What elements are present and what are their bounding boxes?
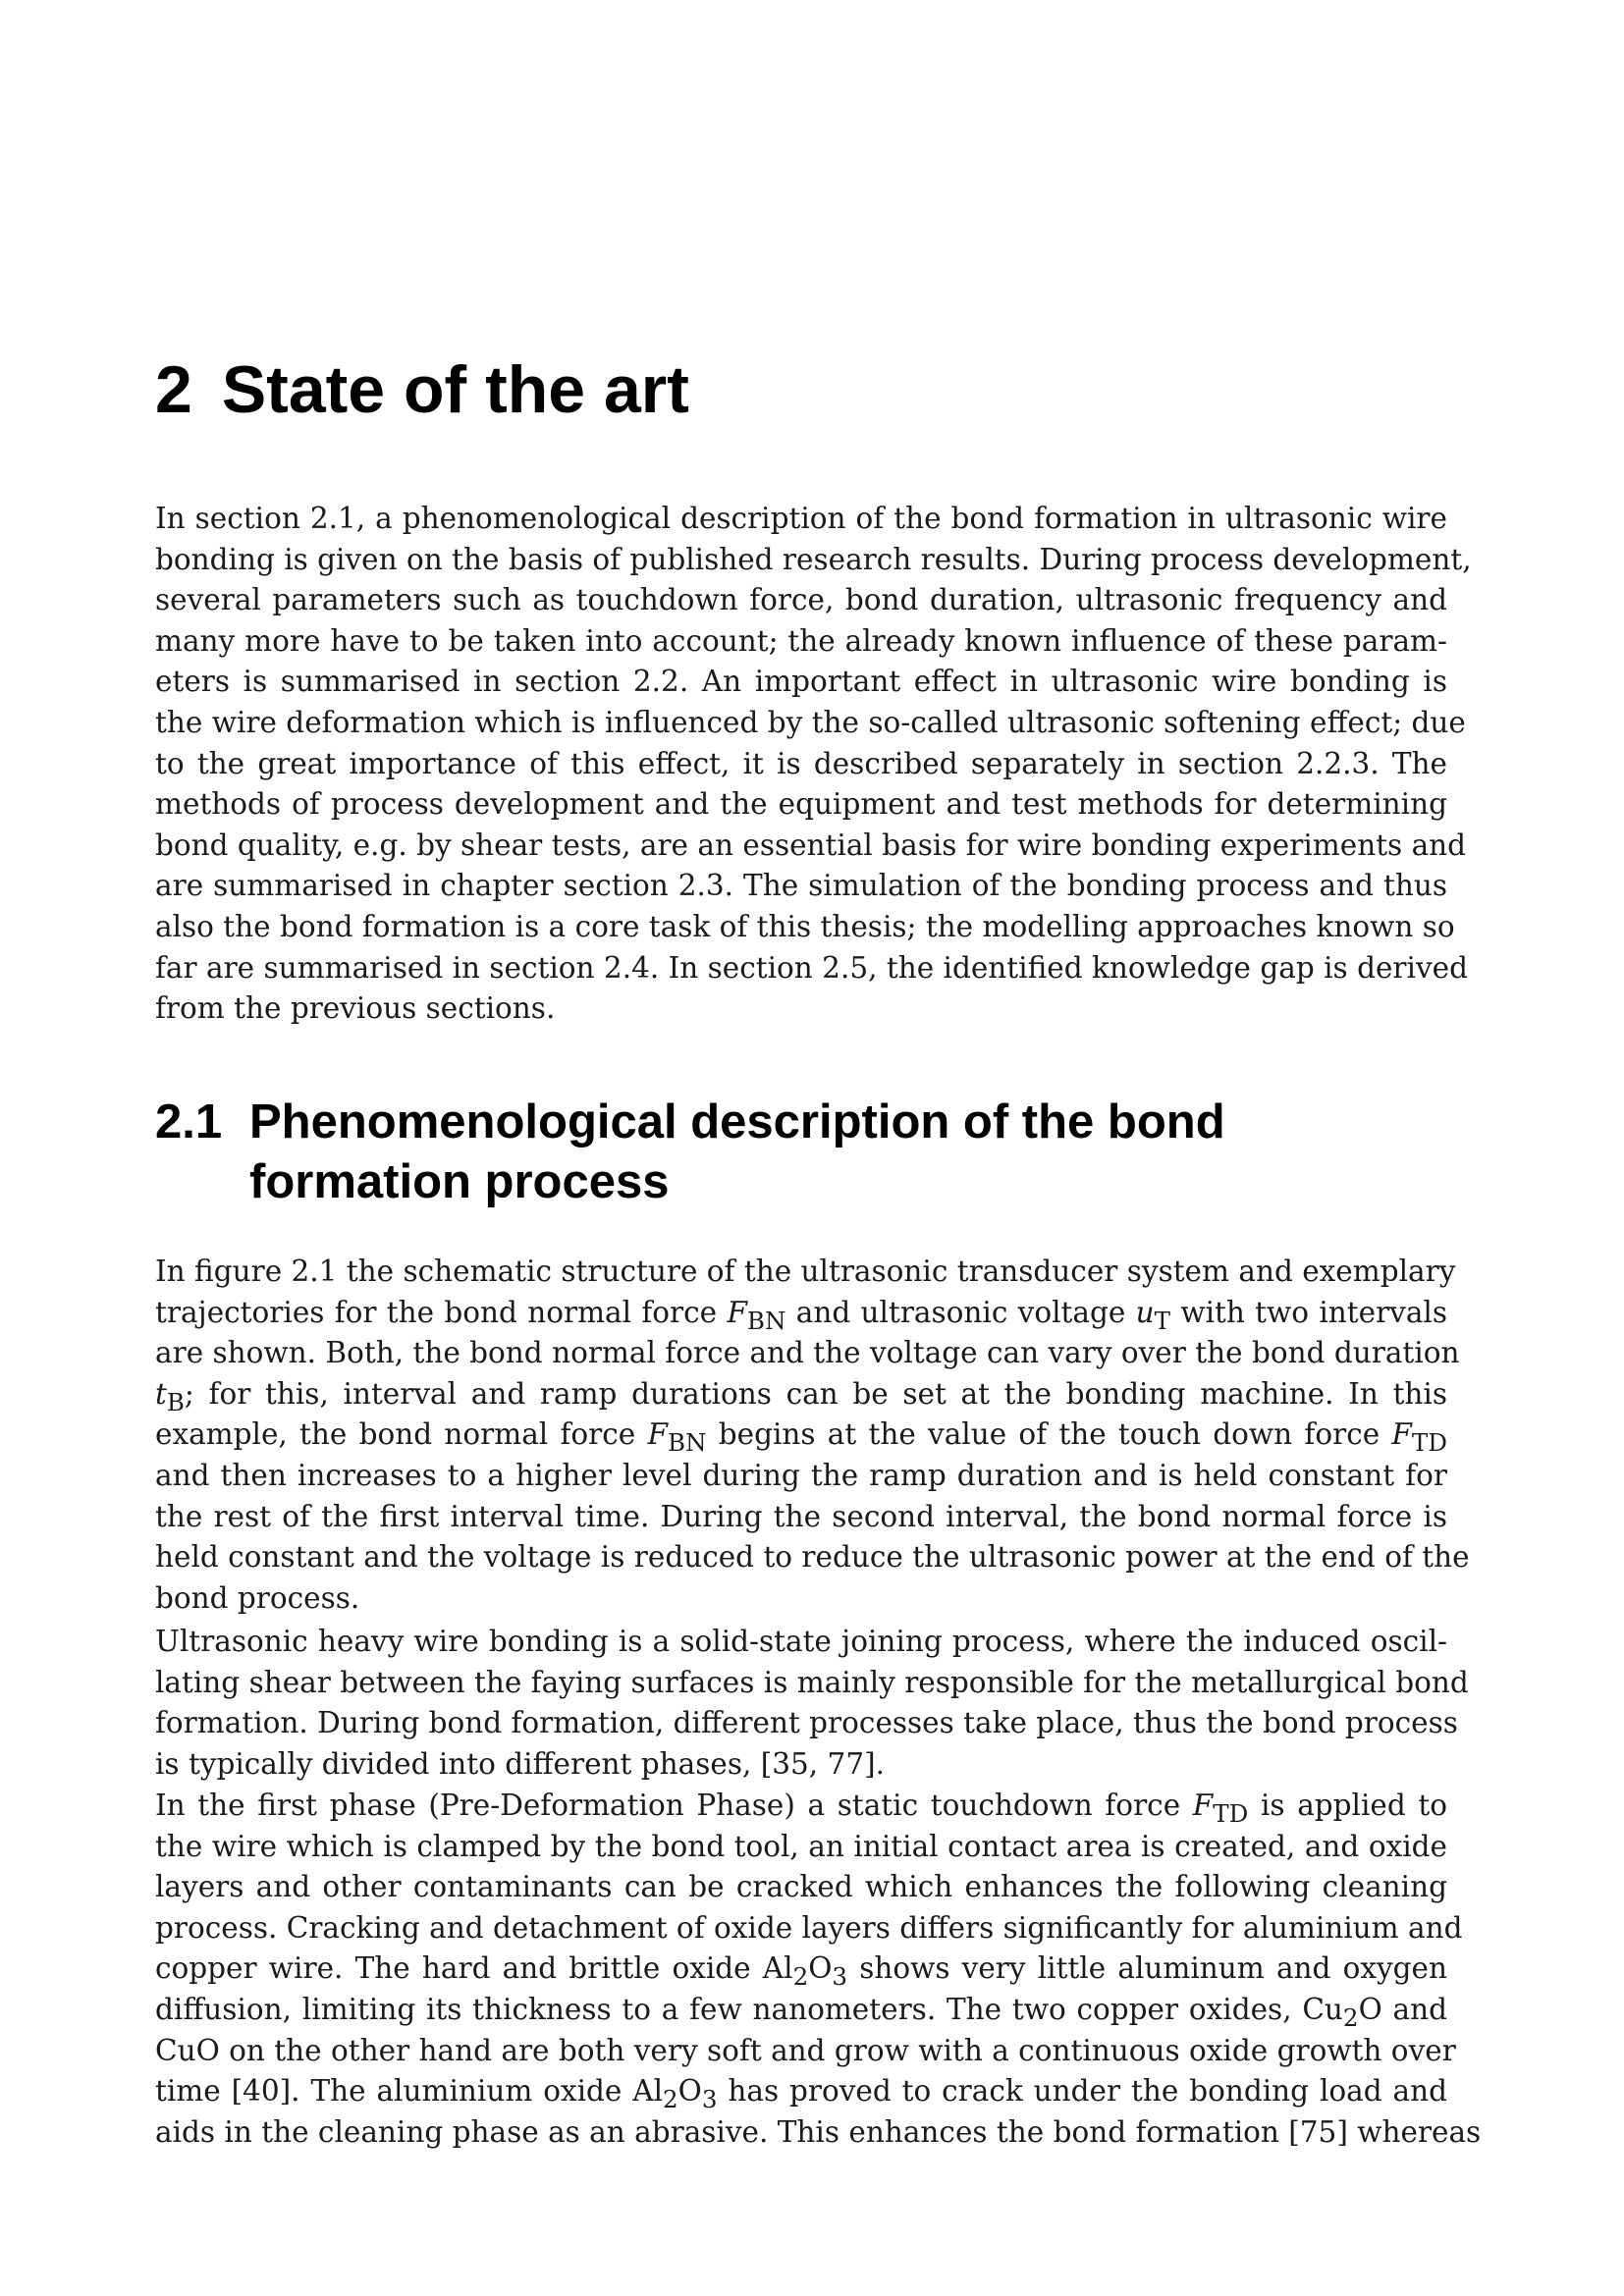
- text-run: O: [677, 2074, 702, 2109]
- text-run: begins at the value of the touch down force: [706, 1417, 1392, 1452]
- text-line: also the bond formation is a core task of this thesis; the modelling approaches known so: [155, 909, 1455, 943]
- text-line: In figure 2.1 the schematic structure of the ultrasonic transducer system and exemplary: [155, 1255, 1456, 1288]
- text-line: is typically divided into different phases, [35, 77].: [155, 1746, 885, 1781]
- math-symbol: u: [1135, 1295, 1155, 1329]
- text-line: bonding is given on the basis of published research results. During process development,: [155, 542, 1472, 576]
- text-line: bond process.: [155, 1580, 360, 1615]
- text-line: layers and other contaminants can be cracked which enhances the following cleaning: [155, 1870, 1447, 1904]
- text-line: [155, 1374, 1447, 1415]
- chapter-number: 2: [155, 352, 192, 427]
- section-number: 2.1: [155, 1095, 223, 1148]
- text-line: aids in the cleaning phase as an abrasive. This enhances the bond formation [75] whereas: [155, 2114, 1482, 2149]
- text-line: the wire deformation which is influenced by the so-called ultrasonic softening effect; due: [155, 705, 1466, 739]
- text-line: bond quality, e.g. by shear tests, are an essential basis for wire bonding experiments and: [155, 828, 1467, 862]
- text-line: lating shear between the faying surfaces is mainly responsible for the metallurgical bond: [155, 1665, 1469, 1699]
- text-run: ; for this, interval and ramp durations can be set at the bonding machine. In this: [184, 1376, 1447, 1411]
- section-title-line1: Phenomenological description of the bond: [249, 1095, 1225, 1148]
- text-run: In the first phase (Pre-Deformation Phase) a static touchdown force: [155, 1789, 1193, 1822]
- math-subscript: TD: [1411, 1428, 1447, 1458]
- math-symbol: F: [647, 1417, 668, 1452]
- text-run: shows very little aluminum and oxygen: [847, 1951, 1447, 1986]
- text-run: time [40]. The aluminium oxide Al: [155, 2074, 664, 2109]
- chapter-title-text: State of the art: [221, 352, 689, 427]
- text-line: eters is summarised in section 2.2. An important effect in ultrasonic wire bonding is: [155, 665, 1447, 699]
- text-run: has proved to crack under the bonding load and: [717, 2074, 1447, 2109]
- section-title: [155, 1093, 1225, 1212]
- text-run: is applied to: [1248, 1789, 1447, 1822]
- chapter-title: [155, 348, 689, 431]
- math-subscript: T: [1154, 1306, 1171, 1335]
- text-line: from the previous sections.: [155, 991, 556, 1026]
- text-line: and then increases to a higher level during the ramp duration and is held constant for: [155, 1458, 1447, 1492]
- math-subscript: BN: [667, 1428, 707, 1458]
- text-run: O: [808, 1951, 833, 1986]
- text-line: [155, 2071, 1447, 2112]
- text-line: formation. During bond formation, different processes take place, thus the bond process: [155, 1706, 1458, 1740]
- math-symbol: F: [1192, 1789, 1214, 1822]
- math-subscript: BN: [746, 1306, 786, 1335]
- text-line: [155, 1415, 1447, 1456]
- text-line: [155, 1786, 1447, 1827]
- chem-subscript: 2: [792, 1962, 809, 1992]
- text-line: the rest of the first interval time. During the second interval, the bond normal force is: [155, 1499, 1447, 1533]
- chem-subscript: 2: [1342, 2002, 1359, 2032]
- text-line: [155, 1949, 1447, 1990]
- section-paragraph-2: [155, 1622, 1469, 1785]
- chem-subscript: 2: [663, 2085, 678, 2114]
- text-line: In section 2.1, a phenomenological description of the bond formation in ultrasonic wire: [155, 502, 1447, 535]
- section-paragraph-1: [155, 1252, 1470, 1619]
- text-run: diffusion, limiting its thickness to a few nanometers. The two copper oxides, Cu: [155, 1992, 1343, 2026]
- math-symbol: t: [155, 1376, 167, 1411]
- chem-subscript: 3: [832, 1962, 848, 1992]
- text-line: methods of process development and the equipment and test methods for determining: [155, 787, 1447, 822]
- text-line: the wire which is clamped by the bond tool, an initial contact area is created, and oxide: [155, 1829, 1447, 1863]
- text-line: [155, 1990, 1447, 2031]
- text-line: process. Cracking and detachment of oxide layers differs significantly for aluminium and: [155, 1910, 1463, 1945]
- text-line: held constant and the voltage is reduced to reduce the ultrasonic power at the end of the: [155, 1540, 1470, 1575]
- math-subscript: B: [166, 1387, 185, 1416]
- text-line: CuO on the other hand are both very soft and grow with a continuous oxide growth over: [155, 2033, 1456, 2067]
- text-line: many more have to be taken into account; the already known influence of these param-: [155, 623, 1447, 658]
- text-line: far are summarised in section 2.4. In section 2.5, the identified knowledge gap is derived: [155, 950, 1468, 985]
- text-run: with two intervals: [1170, 1295, 1447, 1329]
- text-run: example, the bond normal force: [155, 1417, 648, 1452]
- text-run: trajectories for the bond normal force: [155, 1295, 728, 1329]
- intro-paragraph: [155, 499, 1472, 1030]
- text-line: are summarised in chapter section 2.3. The simulation of the bonding process and thus: [155, 869, 1447, 903]
- text-run: copper wire. The hard and brittle oxide Al: [155, 1951, 793, 1986]
- text-line: Ultrasonic heavy wire bonding is a solid-state joining process, where the induced oscil-: [155, 1625, 1447, 1658]
- text-run: and ultrasonic voltage: [785, 1295, 1136, 1329]
- chem-subscript: 3: [701, 2085, 718, 2114]
- section-title-line2: formation process: [249, 1155, 670, 1208]
- text-line: are shown. Both, the bond normal force and the voltage can vary over the bond duration: [155, 1336, 1460, 1370]
- text-line: several parameters such as touchdown force, bond duration, ultrasonic frequency and: [155, 583, 1447, 617]
- text-run: O and: [1358, 1992, 1447, 2026]
- math-symbol: F: [727, 1295, 747, 1329]
- math-symbol: F: [1391, 1417, 1412, 1452]
- section-paragraph-3: [155, 1786, 1482, 2153]
- text-line: [155, 1293, 1447, 1334]
- text-line: to the great importance of this effect, it is described separately in section 2.2.3. The: [155, 746, 1447, 780]
- math-subscript: TD: [1213, 1798, 1249, 1828]
